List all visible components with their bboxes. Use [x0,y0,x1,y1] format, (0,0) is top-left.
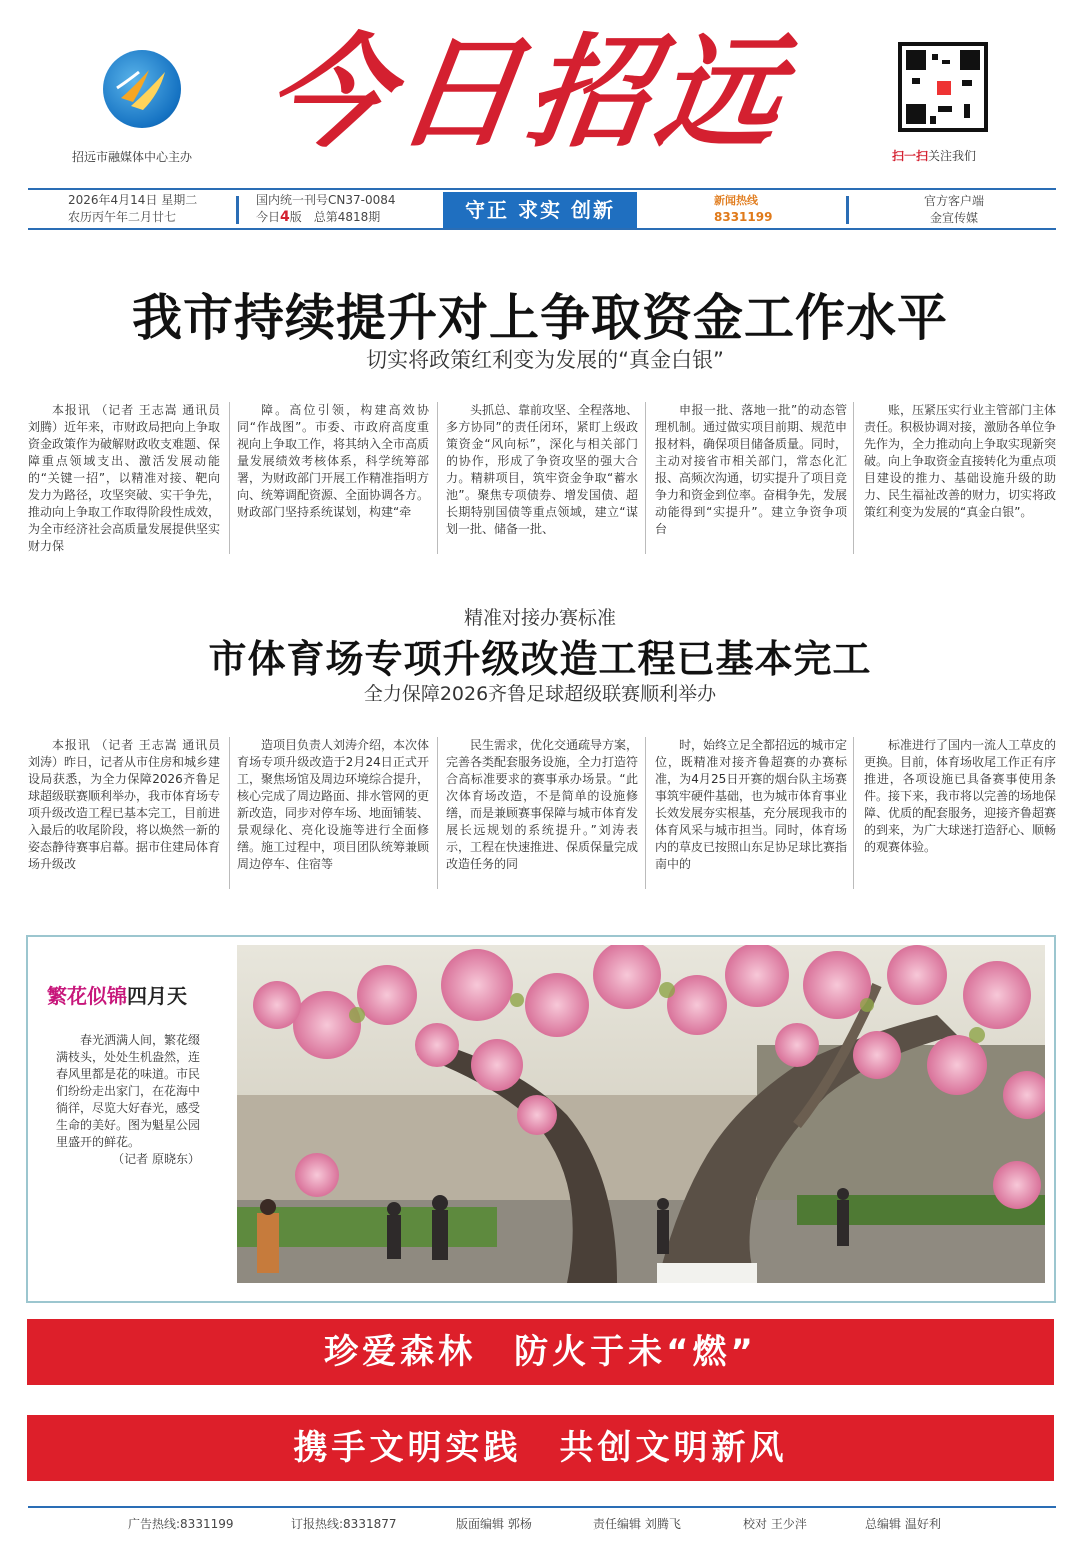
date-gregorian: 2026年4月14日 星期二 [68,193,198,207]
motto-badge: 守正 求实 创新 [443,192,637,228]
issue-page-count: 4 [280,209,290,225]
civilization-banner: 携手文明实践 共创文明新风 [27,1415,1054,1481]
subscribe-hotline: 订报热线:8331877 [291,1517,397,1531]
column-rule [437,402,438,554]
article1-column [655,402,847,554]
article1-text: 头抓总、靠前攻坚、全程落地、多方协同”的责任闭环，紧盯上级政策资金“风向标”，深化与相关部门的协作，形成了争资攻坚的强大合力。精耕项目，筑牢资金争取“蓄水池”。聚焦专项债券、增发国债、超长期特别国债等重点领域，建立“谋划一批、储备一批、 [446,403,639,536]
info-bar [28,188,1056,230]
column-rule [853,402,854,554]
article1-column [28,402,220,554]
masthead [0,0,1080,180]
blossom-photo [237,945,1045,1283]
layout-editor: 版面编辑 郭杨 [456,1517,532,1531]
issue-info [256,192,396,226]
article2-text: 造项目负责人刘涛介绍，本次体育场专项升级改造于2月24日正式开工，聚焦场馆及周边环境综合提升，核心完成了周边路面、排水管网的更新改造，同步对停车场、地面铺装、景观绿化、亮化设施等进行全面修缮。施工过程中，项目团队统筹兼顾周边停车、住宿等 [237,738,430,871]
newspaper-title: 今日招远 [257,20,799,164]
article1-headline: 我市持续提升对上争取资金工作水平 [132,289,948,347]
article1-text: 障。高位引领，构建高效协同“作战图”。市委、市政府高度重视向上争取工作，将其纳入全市高质量发展绩效考核体系，科学统筹部署，为财政部门开展工作精准指明方向、统筹调配资源、全面协调各方。财政部门坚持系统谋划，构建“牵 [237,403,430,519]
article1-text: 账，压紧压实行业主管部门主体责任。积极协调对接，激励各单位争先作为，全力推动向上争取实现新突破。向上争取资金直接转化为重点项目建设的推力、基础设施升级的助力、民生福祉改善的财力，切实将政策红利变为发展的“真金白银”。 [864,403,1056,519]
forest-fire-banner: 珍爱森林 防火于未“燃” [27,1319,1054,1385]
hotline-number: 8331199 [714,210,773,224]
qr-caption [892,147,976,164]
article2-text: 时，始终立足全都招远的城市定位，既精准对接齐鲁超赛的办赛标准，为4月25日开赛的烟台队主场赛事筑牢硬件基础，也为城市体育事业长效发展夯实根基，充分展现我市的体育风采与城市担当。同时，体育场内的草皮已按照山东足协足球比赛指南中的 [655,738,848,871]
proofreader: 校对 王少泮 [743,1517,807,1531]
issue-serial: 国内统一刊号CN37-0084 [256,193,396,207]
article2-column [655,737,847,889]
column-rule [853,737,854,889]
chief-editor: 总编辑 温好利 [865,1517,941,1531]
official-client [904,193,1004,227]
article2-column [446,737,638,889]
article2-kicker: 精准对接办赛标准 [463,607,616,629]
article1-column [446,402,638,554]
column-rule [229,402,230,554]
date-lunar: 农历丙午年二月廿七 [68,210,177,224]
blossom-photo-image [237,945,1045,1283]
article1-text: 本报讯 （记者 王志嵩 通讯员 刘腾）近年来，市财政局把向上争取资金政策作为破解财政收支难题、保障重点领域支出、激活发展动能的“关键一招”，以精准对接、靶向发力为路径，攻坚突破、实干争先，推动向上争取工作取得阶段性成效，为全市经济社会高质量发展提供坚实财力保 [28,403,221,553]
footer [28,1506,1056,1540]
issue-prefix: 今日 [256,210,281,224]
column-rule [645,402,646,554]
qr-caption-rest: 关注我们 [928,149,977,163]
duty-editor: 责任编辑 刘腾飞 [593,1517,681,1531]
station-logo [103,50,181,128]
column-rule [229,737,230,889]
article2-column [237,737,429,889]
photo-caption-text: 春光洒满人间，繁花缀满枝头，处处生机盎然，连春风里都是花的味道。市民们纷纷走出家门，在花海中徜徉，尽览大好春光，感受生命的美好。图为魁星公园里盛开的鲜花。 [56,1033,201,1149]
article2-body [28,737,1056,889]
article2-column [28,737,220,889]
article2-subhead: 全力保障2026齐鲁足球超级联赛顺利举办 [363,683,717,705]
qr-caption-highlight: 扫一扫 [892,149,929,163]
article2-text: 民生需求，优化交通疏导方案，完善各类配套服务设施，全力打造符合高标准要求的赛事承办场景。“此次体育场改造，不是简单的设施修缮，而是兼顾赛事保障与城市体育发展长远规划的系统提升。”刘涛表示，工程在快速推进、保质保量完成改造任务的同 [446,738,639,871]
qr-code[interactable] [898,42,988,132]
hotline-label: 新闻热线 [714,194,758,207]
issue-date [68,192,197,226]
article2-text: 标准进行了国内一流人工草皮的更换。目前，体育场收尾工作正有序推进，各项设施已具备赛事使用条件。接下来，我市将以完善的场地保障、优质的配套服务，迎接齐鲁超赛的到来，为广大球迷打造舒心、顺畅的观赛体验。 [864,738,1056,854]
photo-feature-title [47,980,187,1009]
article1-column [864,402,1056,554]
ad-hotline: 广告热线:8331199 [128,1517,234,1531]
article1-body [28,402,1056,554]
article2-headline: 市体育场专项升级改造工程已基本完工 [208,637,872,681]
photo-caption [56,1032,200,1168]
article1-text: 申报一批、落地一批”的动态管理机制。通过做实项目前期、规范申报材料，确保项目储备质量。同时，主动对接省市相关部门，常态化汇报、高频次沟通，切实提升了项目竞争力和资金到位率。奋楫争先，发展动能得到“实提升”。建立争资争项台 [655,403,848,536]
issue-number: 版 总第4818期 [289,210,381,224]
photo-credit: （记者 原晓东） [112,1152,200,1166]
sponsor-line: 招远市融媒体中心主办 [72,150,193,164]
station-logo-icon [103,50,181,128]
divider [236,196,239,224]
issue-pages [256,209,396,226]
divider [846,196,849,224]
qr-center-badge [935,79,953,97]
article2-text: 本报讯 （记者 王志嵩 通讯员 刘涛）昨日，记者从市住房和城乡建设局获悉，为全力保障2026齐鲁足球超级联赛顺利举办，我市体育场专项升级改造工程已基本完工，目前进入最后的收尾阶段，将以焕然一新的姿态静待赛事启幕。据市住建局体育场升级改 [28,738,221,871]
photo-title-rest: 四月天 [127,984,187,1008]
column-rule [437,737,438,889]
column-rule [645,737,646,889]
client-label: 官方客户端 [923,194,984,208]
article2-column [864,737,1056,889]
client-name: 金宣传媒 [929,211,978,225]
news-hotline[interactable] [714,193,772,225]
article1-column [237,402,429,554]
photo-title-highlight: 繁花似锦 [47,984,127,1008]
article1-subhead: 切实将政策红利变为发展的“真金白银” [366,348,724,372]
